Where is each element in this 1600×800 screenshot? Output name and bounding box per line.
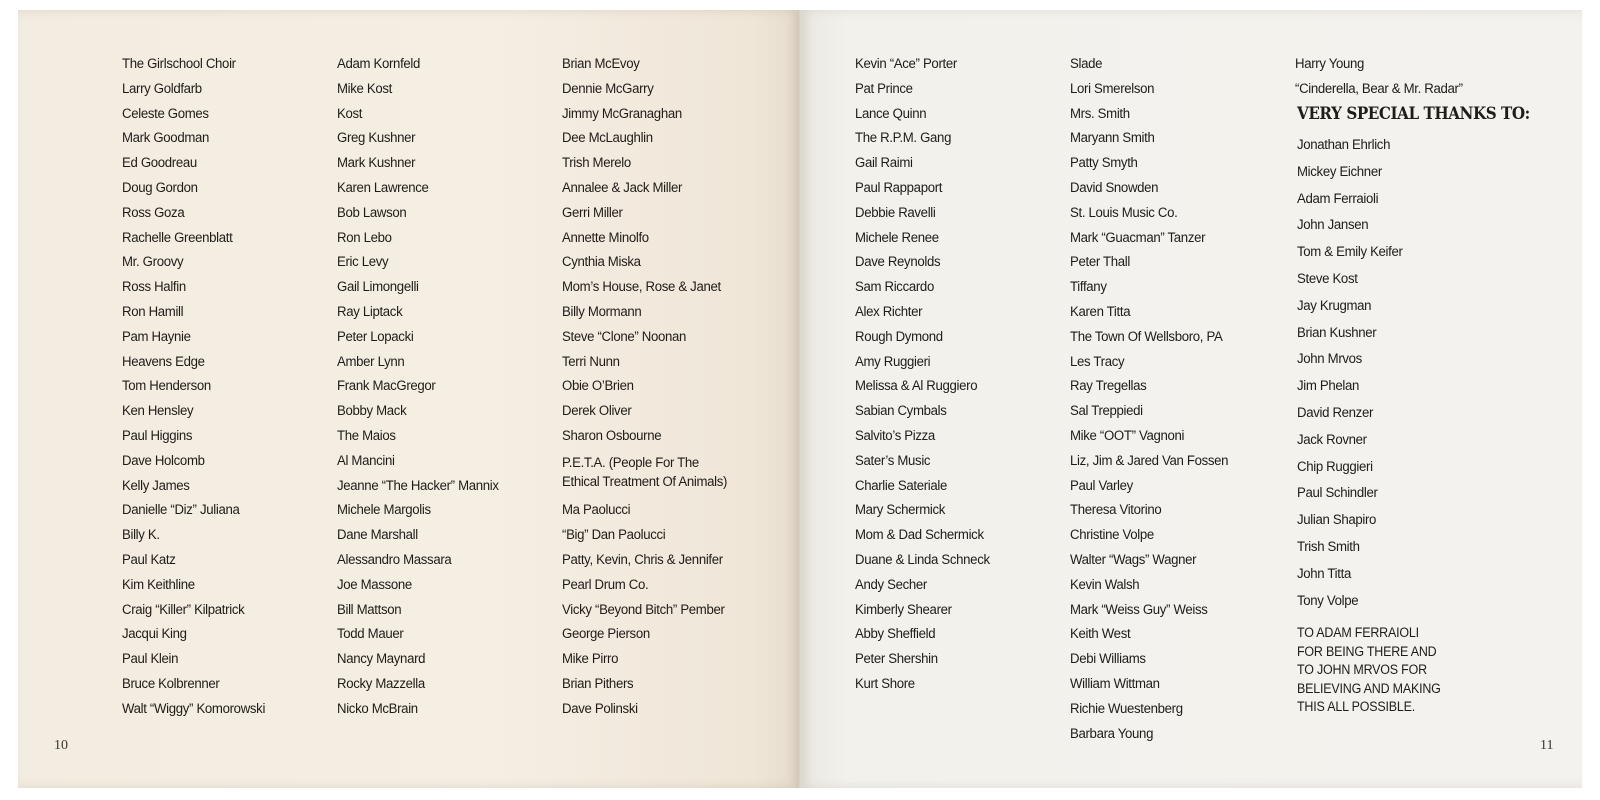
credit-name: Pat Prince bbox=[855, 80, 913, 97]
credit-name: Trish Smith bbox=[1297, 538, 1360, 555]
credit-name: Salvito’s Pizza bbox=[855, 427, 935, 444]
credit-name: Billy Mormann bbox=[562, 303, 642, 320]
credit-name: Alex Richter bbox=[855, 303, 923, 320]
credit-name: Mike Pirro bbox=[562, 651, 619, 668]
credit-name: The Maios bbox=[337, 427, 396, 444]
credit-name: Mom’s House, Rose & Janet bbox=[562, 279, 721, 296]
credit-name: Patty Smyth bbox=[1070, 155, 1138, 172]
credit-name: Patty, Kevin, Chris & Jennifer bbox=[562, 551, 723, 568]
page-number-left: 10 bbox=[54, 738, 68, 753]
credit-name: Rocky Mazzella bbox=[337, 675, 425, 692]
credit-name: William Wittman bbox=[1070, 675, 1160, 692]
credit-name: Kevin “Ace” Porter bbox=[855, 56, 957, 72]
credit-name: Keith West bbox=[1070, 626, 1131, 643]
credit-name: Amber Lynn bbox=[337, 353, 405, 370]
credit-name: Sharon Osbourne bbox=[562, 427, 662, 444]
credit-name: Rough Dymond bbox=[855, 328, 943, 345]
credit-name: Christine Volpe bbox=[1070, 527, 1154, 544]
credit-name: Chip Ruggieri bbox=[1297, 458, 1373, 475]
credit-name: Cynthia Miska bbox=[562, 254, 641, 271]
credit-name: Jay Krugman bbox=[1297, 297, 1372, 314]
credit-name: Tom & Emily Keifer bbox=[1297, 244, 1403, 261]
very-special-thanks-heading: VERY SPECIAL THANKS TO: bbox=[1297, 104, 1530, 123]
credit-name: Kost bbox=[337, 105, 363, 122]
credit-name: Frank MacGregor bbox=[337, 378, 436, 395]
right-column-3-top bbox=[1295, 52, 1475, 102]
credit-name: John Jansen bbox=[1297, 217, 1369, 234]
credit-name: John Titta bbox=[1297, 565, 1351, 582]
credit-name: Ma Paolucci bbox=[562, 502, 631, 519]
credit-name: Debi Williams bbox=[1070, 651, 1146, 668]
credit-name: Mr. Groovy bbox=[122, 254, 184, 271]
credit-name: Karen Lawrence bbox=[337, 179, 429, 196]
peta-line-1: P.E.T.A. (People For The bbox=[562, 454, 699, 471]
credit-name: Annalee & Jack Miller bbox=[562, 179, 683, 196]
credit-name: John Mrvos bbox=[1297, 351, 1362, 368]
credit-name: Vicky “Beyond Bitch” Pember bbox=[562, 601, 725, 618]
credit-name: Charlie Sateriale bbox=[855, 477, 948, 494]
credit-name: Melissa & Al Ruggiero bbox=[855, 378, 978, 395]
credit-name: Bob Lawson bbox=[337, 204, 407, 221]
credit-name: Debbie Ravelli bbox=[855, 204, 936, 221]
credit-name: Ron Lebo bbox=[337, 229, 392, 246]
credit-name: St. Louis Music Co. bbox=[1070, 204, 1178, 221]
credit-name: Danielle “Diz” Juliana bbox=[122, 502, 240, 519]
credit-name: Doug Gordon bbox=[122, 179, 198, 196]
credit-name: Annette Minolfo bbox=[562, 229, 649, 246]
credit-name: Liz, Jim & Jared Van Fossen bbox=[1070, 452, 1229, 469]
credit-name: Maryann Smith bbox=[1070, 130, 1155, 147]
left-column-3 bbox=[562, 52, 740, 722]
credit-name: Pearl Drum Co. bbox=[562, 576, 649, 593]
credit-name: Kim Keithline bbox=[122, 576, 195, 593]
credit-name: Brian McEvoy bbox=[562, 56, 640, 72]
credit-name: Jack Rovner bbox=[1297, 431, 1367, 448]
credit-name: Joe Massone bbox=[337, 576, 412, 593]
right-column-1 bbox=[855, 52, 1000, 697]
credit-name: Paul Katz bbox=[122, 551, 176, 568]
credit-name: Ed Goodreau bbox=[122, 155, 197, 172]
credit-name: Kimberly Shearer bbox=[855, 601, 952, 618]
left-column-2 bbox=[337, 52, 511, 722]
credit-name: Steve Kost bbox=[1297, 270, 1358, 287]
credit-name: Dave Reynolds bbox=[855, 254, 941, 271]
credit-name: Michele Renee bbox=[855, 229, 939, 246]
credit-name: Obie O’Brien bbox=[562, 378, 634, 395]
credit-name: Sal Treppiedi bbox=[1070, 403, 1143, 420]
credit-name: Theresa Vitorino bbox=[1070, 502, 1162, 519]
credit-name: Ken Hensley bbox=[122, 403, 194, 420]
page-number-right: 11 bbox=[1540, 738, 1554, 753]
credit-name: Adam Kornfeld bbox=[337, 56, 421, 72]
dedication-note bbox=[1297, 624, 1452, 717]
peta-line-2: Ethical Treatment Of Animals) bbox=[562, 473, 728, 490]
credit-name: David Snowden bbox=[1070, 179, 1159, 196]
credit-name: Slade bbox=[1070, 56, 1103, 72]
credit-name: Paul Schindler bbox=[1297, 485, 1378, 502]
credit-name: Richie Wuestenberg bbox=[1070, 700, 1183, 717]
credit-name: Gail Raimi bbox=[855, 155, 913, 172]
credit-name: Ray Liptack bbox=[337, 303, 403, 320]
credit-name: Julian Shapiro bbox=[1297, 512, 1377, 529]
credit-name: Jimmy McGranaghan bbox=[562, 105, 682, 122]
credit-name: Tom Henderson bbox=[122, 378, 211, 395]
credit-name: Mickey Eichner bbox=[1297, 163, 1382, 180]
credit-name: Peter Thall bbox=[1070, 254, 1130, 271]
credit-name: Dave Polinski bbox=[562, 700, 638, 717]
credit-name: Adam Ferraioli bbox=[1297, 190, 1379, 207]
credit-name: Dane Marshall bbox=[337, 527, 418, 544]
credit-name: Lori Smerelson bbox=[1070, 80, 1155, 97]
credit-name: Ross Goza bbox=[122, 204, 185, 221]
dedication-line: TO JOHN MRVOS FOR bbox=[1297, 662, 1427, 677]
credit-name: Craig “Killer” Kilpatrick bbox=[122, 601, 245, 618]
credit-name: Duane & Linda Schneck bbox=[855, 551, 990, 568]
credit-name: Les Tracy bbox=[1070, 353, 1125, 370]
credit-name: Mark “Weiss Guy” Weiss bbox=[1070, 601, 1208, 618]
credit-name: Heavens Edge bbox=[122, 353, 205, 370]
credit-name: Amy Ruggieri bbox=[855, 353, 931, 370]
credit-name: The Girlschool Choir bbox=[122, 56, 236, 72]
credit-name: “Cinderella, Bear & Mr. Radar” bbox=[1295, 80, 1463, 97]
credit-name: Paul Higgins bbox=[122, 427, 193, 444]
credit-name: Bill Mattson bbox=[337, 601, 402, 618]
credit-name: Karen Titta bbox=[1070, 303, 1131, 320]
credit-name: Sam Riccardo bbox=[855, 279, 934, 296]
credit-name: Gail Limongelli bbox=[337, 279, 419, 296]
credit-name: Mary Schermick bbox=[855, 502, 946, 519]
very-special-thanks-list bbox=[1297, 132, 1411, 614]
center-fold bbox=[797, 10, 802, 788]
credit-name: Tiffany bbox=[1070, 279, 1107, 296]
credit-name: Walter “Wags” Wagner bbox=[1070, 551, 1197, 568]
credit-name: Mike Kost bbox=[337, 80, 393, 97]
credit-name: Mark Goodman bbox=[122, 130, 210, 147]
left-column-1 bbox=[122, 52, 276, 722]
credit-name: Derek Oliver bbox=[562, 403, 632, 420]
credit-name: Bobby Mack bbox=[337, 403, 407, 420]
dedication-line: FOR BEING THERE AND bbox=[1297, 643, 1437, 659]
credit-name: Paul Rappaport bbox=[855, 179, 943, 196]
credit-name: Brian Kushner bbox=[1297, 324, 1377, 341]
credit-name: Kelly James bbox=[122, 477, 190, 494]
credit-name: Todd Mauer bbox=[337, 626, 404, 643]
credit-name: Peter Shershin bbox=[855, 651, 938, 668]
credit-name: Dennie McGarry bbox=[562, 80, 654, 97]
credit-name: Lance Quinn bbox=[855, 105, 927, 122]
credit-name: Rachelle Greenblatt bbox=[122, 229, 233, 246]
credit-name: Paul Klein bbox=[122, 651, 179, 668]
credit-name-peta bbox=[562, 449, 727, 499]
credit-name: Mark “Guacman” Tanzer bbox=[1070, 229, 1206, 246]
credit-name: Gerri Miller bbox=[562, 204, 623, 221]
credit-name: Brian Pithers bbox=[562, 675, 634, 692]
dedication-line: BELIEVING AND MAKING bbox=[1297, 680, 1441, 696]
credit-name: Billy K. bbox=[122, 527, 160, 544]
credit-name: Larry Goldfarb bbox=[122, 80, 202, 97]
credit-name: Greg Kushner bbox=[337, 130, 416, 147]
credit-name: Mike “OOT” Vagnoni bbox=[1070, 427, 1185, 444]
credit-name: Kurt Shore bbox=[855, 675, 915, 692]
credit-name: Ray Tregellas bbox=[1070, 378, 1147, 395]
credit-name: Nicko McBrain bbox=[337, 700, 418, 717]
credit-name: Harry Young bbox=[1295, 56, 1365, 72]
credit-name: Terri Nunn bbox=[562, 353, 620, 370]
credit-name: Alessandro Massara bbox=[337, 551, 452, 568]
credit-name: Andy Secher bbox=[855, 576, 927, 593]
credit-name: Mom & Dad Schermick bbox=[855, 527, 984, 544]
credit-name: Walt “Wiggy” Komorowski bbox=[122, 700, 266, 717]
credit-name: Jeanne “The Hacker” Mannix bbox=[337, 477, 499, 494]
credit-name: The R.P.M. Gang bbox=[855, 130, 952, 147]
credit-name: Barbara Young bbox=[1070, 725, 1154, 742]
credit-name: Steve “Clone” Noonan bbox=[562, 328, 687, 345]
credit-name: George Pierson bbox=[562, 626, 650, 643]
credit-name: Bruce Kolbrenner bbox=[122, 675, 220, 692]
credit-name: Ron Hamill bbox=[122, 303, 184, 320]
credit-name: Kevin Walsh bbox=[1070, 576, 1140, 593]
credit-name: “Big” Dan Paolucci bbox=[562, 527, 666, 544]
credit-name: Dee McLaughlin bbox=[562, 130, 653, 147]
credit-name: Al Mancini bbox=[337, 452, 395, 469]
credit-name: Celeste Gomes bbox=[122, 105, 209, 122]
credit-name: Ross Halfin bbox=[122, 279, 186, 296]
credit-name: Jim Phelan bbox=[1297, 378, 1360, 395]
credit-name: Eric Levy bbox=[337, 254, 389, 271]
credit-name: Jacqui King bbox=[122, 626, 187, 643]
credit-name: Nancy Maynard bbox=[337, 651, 426, 668]
right-column-2 bbox=[1070, 52, 1240, 746]
credit-name: Peter Lopacki bbox=[337, 328, 414, 345]
credit-name: Trish Merelo bbox=[562, 155, 631, 172]
credit-name: Paul Varley bbox=[1070, 477, 1133, 494]
dedication-line: THIS ALL POSSIBLE. bbox=[1297, 699, 1416, 714]
credit-name: Tony Volpe bbox=[1297, 592, 1359, 609]
credit-name: Sater’s Music bbox=[855, 452, 931, 469]
dedication-line: TO ADAM FERRAIOLI bbox=[1297, 625, 1419, 640]
credit-name: Dave Holcomb bbox=[122, 452, 205, 469]
credit-name: Mrs. Smith bbox=[1070, 105, 1130, 122]
credit-name: Jonathan Ehrlich bbox=[1297, 137, 1391, 153]
credit-name: Sabian Cymbals bbox=[855, 403, 947, 420]
credit-name: David Renzer bbox=[1297, 404, 1374, 421]
credit-name: Michele Margolis bbox=[337, 502, 431, 519]
credit-name: The Town Of Wellsboro, PA bbox=[1070, 328, 1223, 345]
credit-name: Abby Sheffield bbox=[855, 626, 936, 643]
credit-name: Pam Haynie bbox=[122, 328, 191, 345]
credit-name: Mark Kushner bbox=[337, 155, 416, 172]
